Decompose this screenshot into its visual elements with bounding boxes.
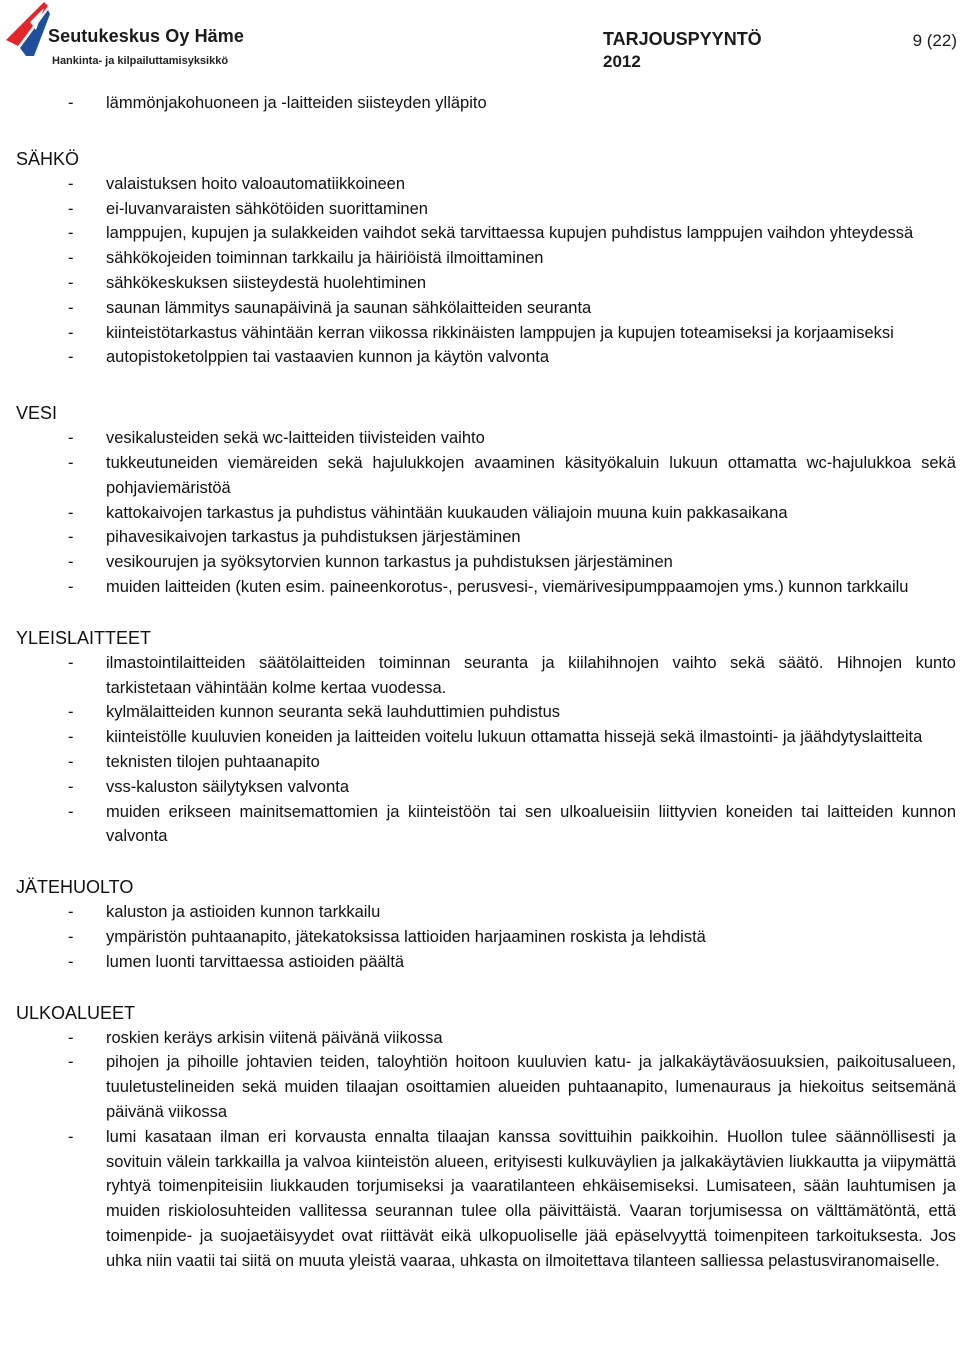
list-item: - lamppujen, kupujen ja sulakkeiden vaihdot sekä tarvittaessa kupujen puhdistus lamppujen vaihdon yhteydessä <box>68 224 914 243</box>
organization-unit: Hankinta- ja kilpailuttamisyksikkö <box>52 55 229 67</box>
list-item: - sähkökojeiden toiminnan tarkkailu ja häiriöistä ilmoittaminen <box>68 249 544 268</box>
list-item: - lämmönjakohuoneen ja -laitteiden siisteyden ylläpito <box>68 94 487 112</box>
list-item: - kiinteistölle kuuluvien koneiden ja laitteiden voitelu lukuun ottamatta hissejä sekä ilmastointi- ja jäähdytyslaitteita <box>68 728 923 747</box>
document-body <box>0 91 960 1273</box>
list-item: - valaistuksen hoito valoautomatiikkoineen <box>68 174 406 193</box>
page-header <box>0 0 960 80</box>
list-item: - autopistoketolppien tai vastaavien kunnon ja käytön valvonta <box>68 348 550 367</box>
document-year: 2012 <box>603 52 641 71</box>
list-item: - lumi kasataan ilman eri korvausta ennalta tilaajan kanssa sovittuihin paikkoihin. Huollon tulee säännöllisesti ja sovituin välein tarkkailla ja valvoa kiinteistön alueen, erityisesti kulkuväylien ja jalkakäytävien liukkautta ja viipymättä ryhtyä toimenpiteisiin liukkauden torjumiseksi ja vaaratilanteen ehkäisemiseksi. Lumisateen, sään lauhtumisen ja muiden riskiolosuhteiden vallitessa seurannan tulee olla päivittäistä. Vaaran torjumisessa on välttämätöntä, että toimenpide- ja suojaetäisyydet ovat riittävät eikä ulkopuoliselle jää epäselvyyttä toimenpiteen tarkoituksesta. Jos uhka niin vaatii tai siitä on muuta yleistä vaaraa, uhkasta on ilmoitettava tilanteen salliessa pelastusviranomaiselle. <box>68 1127 956 1270</box>
list-item: - lumen luonti tarvittaessa astioiden päältä <box>68 952 405 971</box>
section-heading-vesi: VESI <box>16 403 58 424</box>
organization-name: Seutukeskus Oy Häme <box>48 26 244 46</box>
section-list-vesi <box>0 426 960 600</box>
seutukeskus-logo-icon <box>4 0 50 56</box>
list-item: - ei-luvanvaraisten sähkötöiden suorittaminen <box>68 199 428 218</box>
list-item: - roskien keräys arkisin viitenä päivänä viikossa <box>68 1028 443 1047</box>
list-item: - pihojen ja pihoille johtavien teiden, taloyhtiön hoitoon kuuluvien katu- ja jalkakäytäväosuuksien, paikoitusalueen, tuuletustelineiden sekä muiden tilaajan osoittamien alueiden puhtaanapito, lumenauraus ja hiekoitus seitsemänä päivänä viikossa <box>68 1053 956 1121</box>
list-item: - tukkeutuneiden viemäreiden sekä hajulukkojen avaaminen käsityökaluin lukuun ottamatta wc-hajulukkoa sekä pohjaviemäristöä <box>68 453 956 497</box>
list-item: - ympäristön puhtaanapito, jätekatoksissa lattioiden harjaaminen roskista ja lehdistä <box>68 927 706 946</box>
list-item: - vss-kaluston säilytyksen valvonta <box>68 777 350 796</box>
section-heading-sahko: SÄHKÖ <box>16 148 80 169</box>
list-item: - teknisten tilojen puhtaanapito <box>68 752 320 771</box>
section-list-jatehuolto <box>0 900 960 974</box>
section-list-ulkoalueet <box>0 1026 960 1274</box>
list-item: - kattokaivojen tarkastus ja puhdistus vähintään kuukauden väliajoin muuna kuin pakkasaikana <box>68 503 788 522</box>
list-item: - muiden erikseen mainitsemattomien ja kiinteistöön tai sen ulkoalueisiin liittyvien koneiden tai laitteiden kunnon valvonta <box>68 802 956 846</box>
list-item: - vesikalusteiden sekä wc-laitteiden tiivisteiden vaihto <box>68 429 485 448</box>
list-item: - vesikourujen ja syöksytorvien kunnon tarkastus ja puhdistuksen järjestäminen <box>68 553 673 572</box>
section-heading-yleislaitteet: YLEISLAITTEET <box>16 627 152 648</box>
list-item: - pihavesikaivojen tarkastus ja puhdistuksen järjestäminen <box>68 528 521 547</box>
section-heading-ulkoalueet: ULKOALUEET <box>16 1002 136 1023</box>
list-item: - muiden laitteiden (kuten esim. paineenkorotus-, perusvesi-, viemärivesipumppaamojen yms.) kunnon tarkkailu <box>68 577 909 596</box>
list-item: - saunan lämmitys saunapäivinä ja saunan sähkölaitteiden seuranta <box>68 298 592 317</box>
list-item: - sähkökeskuksen siisteydestä huolehtiminen <box>68 273 427 292</box>
list-item: - kylmälaitteiden kunnon seuranta sekä lauhduttimien puhdistus <box>68 703 561 722</box>
section-list-sahko <box>0 172 960 370</box>
list-item: - kiinteistötarkastus vähintään kerran viikossa rikkinäisten lamppujen ja kupujen toteamiseksi ja korjaamiseksi <box>68 323 894 342</box>
intro-list <box>0 91 960 116</box>
section-list-yleislaitteet <box>0 651 960 849</box>
list-item: - kaluston ja astioiden kunnon tarkkailu <box>68 903 381 922</box>
section-heading-jatehuolto: JÄTEHUOLTO <box>16 877 134 898</box>
page-number: 9 (22) <box>912 31 957 50</box>
list-item: - ilmastointilaitteiden säätölaitteiden toiminnan seuranta ja kiilahihnojen vaihto sekä säätö. Hihnojen kunto tarkistetaan vähintään kolme kertaa vuodessa. <box>68 653 956 697</box>
document-title: TARJOUSPYYNTÖ <box>603 29 762 49</box>
